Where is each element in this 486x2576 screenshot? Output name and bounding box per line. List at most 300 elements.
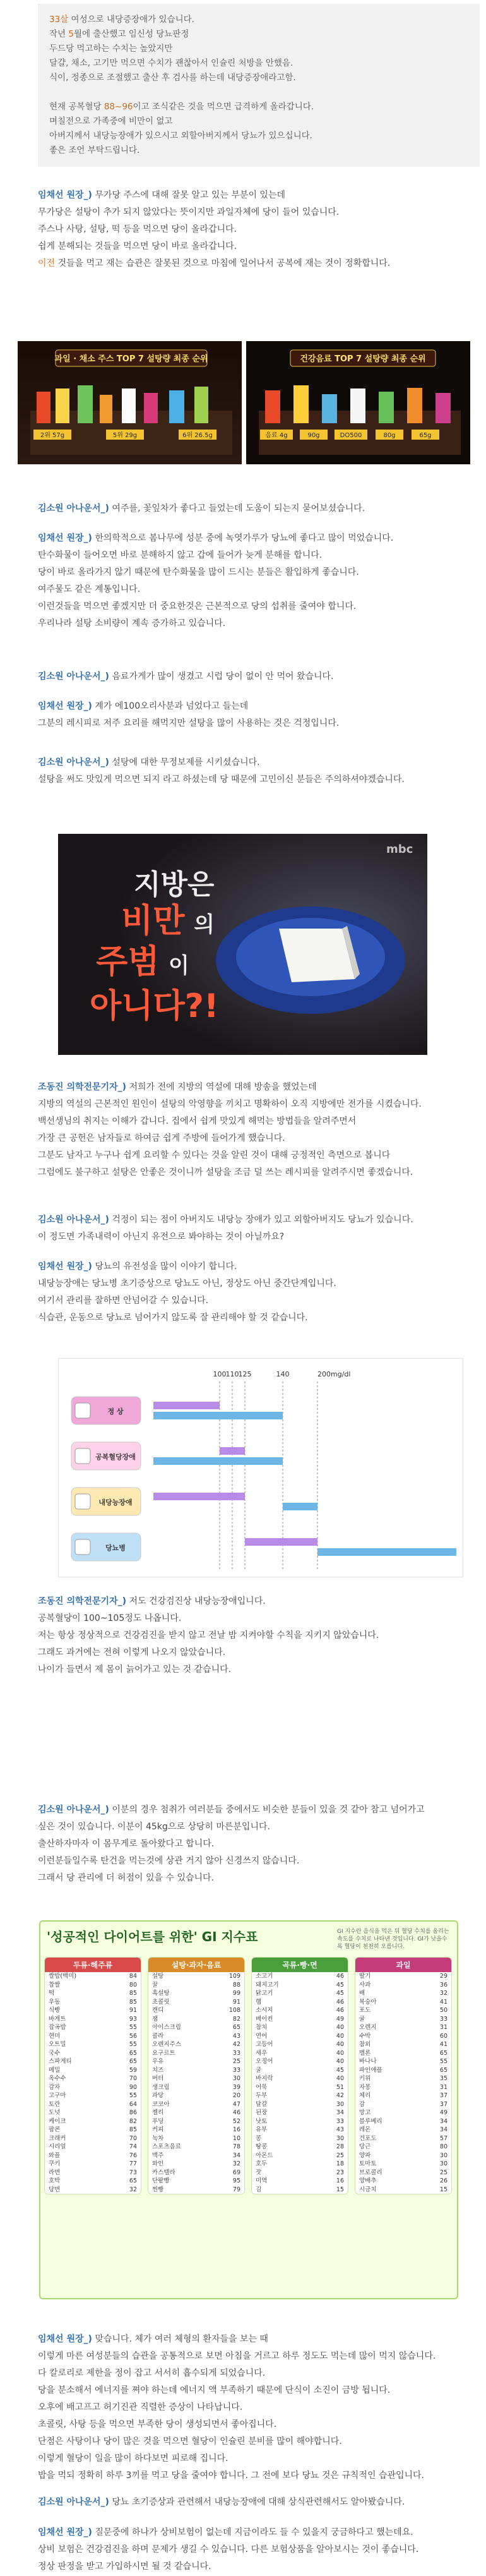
gi-food-name: 떡 (49, 1990, 55, 1997)
gi-row (355, 2091, 451, 2100)
gi-food-name: 미역 (256, 2177, 268, 2184)
gi-row (252, 2015, 348, 2024)
range-bar (153, 1493, 245, 1500)
gi-value: 93 (129, 2015, 137, 2023)
gi-value: 46 (232, 2109, 240, 2116)
paragraph-line: 걱정이 되는 점이 아버지도 내당능 장애가 있고 외할아버지도 당뇨가 있습니다. (112, 1215, 413, 1225)
gi-value: 23 (336, 2169, 344, 2176)
gi-row (252, 2160, 348, 2169)
gi-row (148, 1972, 244, 1981)
paragraph-line: 백선생님의 취지는 이해가 갑니다. 집에서 쉽게 맛있게 해먹는 방법들을 알려주면서 (38, 1116, 357, 1126)
gi-food-name: 양배추 (359, 2177, 377, 2184)
range-bar (153, 1457, 283, 1465)
gi-row (45, 2023, 141, 2032)
paragraph-line: 이런분들일수록 탄건을 먹는것에 상관 거지 않아 신경쓰지 않습니다. (38, 1856, 300, 1866)
gi-value: 77 (129, 2160, 137, 2167)
gi-food-name: 팝콘 (49, 2126, 61, 2133)
gi-food-name: 망고 (359, 2109, 371, 2116)
question-text: 작년 (49, 29, 69, 39)
gi-value: 34 (439, 2126, 447, 2133)
category-label: 내당능장애 (98, 1498, 133, 1507)
gi-row (252, 2117, 348, 2126)
glucose-chart-svg (59, 1359, 463, 1577)
gi-value: 55 (129, 2024, 137, 2031)
gi-row (252, 2109, 348, 2117)
tv-label: 5위 29g (112, 432, 138, 439)
gi-value: 85 (129, 1998, 137, 2006)
gi-food-name: 스포츠음료 (152, 2143, 181, 2150)
question-accent: 88~96 (104, 102, 133, 112)
speaker-label: 임채선 원장_) (38, 2334, 92, 2344)
speaker-label: 임채선 원장_) (38, 701, 92, 711)
paragraph-line: 오후에 배고프고 허기진관 직렬한 증상이 나타납니다. (38, 2402, 243, 2412)
speaker-label: 임채선 원장_) (38, 2527, 92, 2537)
gi-food-name: 오트밀 (49, 2041, 66, 2048)
gi-value: 46 (336, 1973, 344, 1980)
gi-value: 55 (439, 2058, 447, 2065)
x-tick-label: 125 (238, 1370, 252, 1378)
gi-food-name: 소시지 (256, 2007, 273, 2014)
gi-food-name: 연어 (256, 2032, 268, 2040)
gi-row (148, 1989, 244, 1998)
gi-row (148, 2023, 244, 2032)
paragraph-line: 당을 분소해서 에너지를 쪄야 하는데 에너지 액 부족하기 때문에 단식이 소진이 금방 됩니다. (38, 2385, 391, 2395)
gi-food-name: 새우 (256, 2049, 268, 2057)
gi-food-name: 두부 (256, 2092, 268, 2099)
speaker-label: 임채선 원장_) (38, 190, 92, 200)
gi-value: 91 (129, 2007, 137, 2014)
gi-value: 25 (439, 2169, 447, 2176)
gi-column (251, 1957, 348, 2194)
gi-value: 33 (336, 2117, 344, 2125)
gi-food-name: 콩 (256, 2134, 262, 2142)
gi-value: 34 (439, 2117, 447, 2125)
gi-value: 32 (439, 1990, 447, 1997)
gi-food-name: 자몽 (359, 2083, 371, 2091)
gi-row (252, 2066, 348, 2075)
gi-value: 43 (336, 2126, 344, 2133)
gi-row (148, 2143, 244, 2152)
speaker-label: 임채선 원장_) (38, 533, 92, 543)
paragraph-line: 여주를, 꽃잎차가 좋다고 들었는데 도움이 되는지 묻어보셨습니다. (112, 503, 365, 514)
gi-food-name: 토란 (49, 2100, 61, 2108)
gi-row (355, 2126, 451, 2134)
gi-row (252, 2057, 348, 2066)
paragraph-line: 저도 건강검진상 내당능장애입니다. (129, 1596, 266, 1606)
x-tick-label: 200mg/dl (317, 1370, 351, 1378)
category-label: 정 상 (107, 1407, 124, 1416)
gi-value: 65 (129, 2177, 137, 2184)
answer-paragraph-8 (38, 1802, 480, 1887)
gi-value: 33 (439, 2015, 447, 2023)
gi-subtitle: GI 지수란 음식을 먹은 뒤 혈당 수치를 올리는 속도를 수치로 나타낸 것입니다. GI가 낮을수록 혈당이 천천히 오릅니다. (337, 1929, 449, 1950)
question-text: 아버지께서 내당능장애가 있으시고 외할아버지께서 당뇨가 있으십니다. (49, 131, 312, 141)
gi-value: 59 (129, 2066, 137, 2074)
gi-row (148, 1998, 244, 2007)
gi-food-name: 설탕 (152, 1973, 164, 1980)
gi-row (45, 2066, 141, 2075)
gi-value: 47 (232, 2100, 240, 2108)
question-text: 여성으로 내당증장애가 있습니다. (68, 15, 194, 25)
paragraph-line: 당이 바로 올라가지 않기 때문에 탄수화물을 많이 드시는 분들은 활입하게 좋습니다. (38, 567, 359, 577)
glucose-range-chart (58, 1358, 463, 1577)
tv-caption-accent: 주범 (96, 943, 160, 981)
question-text: 식이, 정종으로 조절했고 출산 후 검사를 하는데 내당증장애라고함. (49, 73, 296, 83)
gi-food-name: 햄 (256, 1998, 262, 2006)
question-line (49, 27, 468, 42)
gi-value: 57 (439, 2134, 447, 2142)
gi-value: 65 (439, 2049, 447, 2057)
gi-value: 16 (232, 2126, 240, 2133)
gi-food-name: 맥주 (152, 2152, 164, 2159)
gi-row (355, 2023, 451, 2032)
gi-value: 74 (129, 2143, 137, 2150)
gi-food-name: 오렌지주스 (152, 2041, 181, 2048)
gi-food-name: 키위 (359, 2075, 371, 2082)
gi-value: 49 (439, 2109, 447, 2116)
gi-food-name: 블루베리 (359, 2117, 382, 2125)
gi-food-name: 귤 (359, 2015, 365, 2023)
paragraph-line: 당뇨 초기증상과 관련해서 내당능장애에 대해 상식관련해서도 알아봤습니다. (112, 2497, 405, 2507)
gi-food-name: 호두 (256, 2160, 268, 2167)
gi-food-name: 와인 (152, 2160, 164, 2167)
gi-food-name: 찐빵 (152, 2186, 164, 2193)
gi-food-name: 고등어 (256, 2041, 273, 2048)
gi-row (355, 2040, 451, 2049)
gi-value: 42 (232, 2041, 240, 2048)
x-tick-label: 140 (276, 1370, 290, 1378)
gi-row (45, 2032, 141, 2041)
gi-food-name: 당근 (359, 2143, 371, 2150)
gi-row (252, 2032, 348, 2041)
gi-value: 15 (336, 2186, 344, 2193)
gi-food-name: 와플 (49, 2152, 61, 2159)
paragraph-line: 설탕을 써도 맛있게 먹으면 되지 라고 하셨는데 당 때문에 고민이신 분들은 주의하셔야겠습니다. (38, 774, 405, 785)
paragraph-line: 맞습니다. 체가 여러 체형의 환자들을 보는 때 (95, 2334, 268, 2344)
gi-food-name: 멜론 (359, 2049, 371, 2057)
gi-value: 30 (232, 2075, 240, 2082)
highlight-text: 이전 (38, 258, 56, 268)
gi-row (148, 2074, 244, 2083)
gi-row (45, 2169, 141, 2177)
gi-row (355, 2100, 451, 2109)
gi-food-name: 잼 (152, 2015, 158, 2023)
gi-food-name: 베이컨 (256, 2015, 273, 2023)
gi-row (148, 2040, 244, 2049)
gi-row (252, 2006, 348, 2015)
paragraph-line: 이런것들을 먹으면 좋겠지만 더 중요한것은 근본적으로 당의 섭취를 줄여야 합니다. (38, 601, 357, 611)
category-label: 공복혈당장애 (95, 1453, 136, 1461)
gi-value: 50 (439, 2007, 447, 2014)
gi-row (355, 2152, 451, 2160)
paragraph-line: 쉽게 분해되는 것들을 먹으면 당이 바로 올라갑니다. (38, 241, 237, 251)
gi-row (252, 2049, 348, 2058)
gi-value: 15 (439, 2186, 447, 2193)
gi-food-name: 우유 (152, 2058, 164, 2065)
gi-row (148, 2100, 244, 2109)
gi-row (355, 2134, 451, 2143)
gi-row (148, 2057, 244, 2066)
gi-row (252, 1972, 348, 1981)
gi-row (252, 2186, 348, 2194)
gi-row (148, 2066, 244, 2075)
gi-value: 33 (232, 2066, 240, 2074)
gi-row (252, 2134, 348, 2143)
gi-food-name: 감 (359, 2100, 365, 2108)
gi-value: 108 (228, 2007, 240, 2014)
gi-value: 43 (232, 2032, 240, 2040)
paragraph-line: 이렇게 마른 여성분들의 습관을 공통적으로 보면 아침을 거르고 하루 정도도 먹는데 많이 먹지 않습니다. (38, 2351, 436, 2361)
gi-value: 26 (439, 2177, 447, 2184)
gi-value: 88 (232, 1981, 240, 1989)
gi-value: 95 (232, 2177, 240, 2184)
gi-food-name: 호박 (49, 2177, 61, 2184)
question-line (49, 129, 468, 143)
gi-value: 85 (129, 2126, 137, 2133)
gi-row (355, 1981, 451, 1990)
gi-food-name: 스파게티 (49, 2058, 72, 2065)
gi-value: 60 (439, 2032, 447, 2040)
fat-scene-image (58, 834, 427, 1055)
answer-paragraph-1 (38, 187, 480, 272)
gi-value: 31 (439, 2083, 447, 2091)
gi-row (45, 2100, 141, 2109)
paragraph-line: 출산하자마자 이 몸무게로 돌아왔다고 합니다. (38, 1839, 215, 1849)
tv-label: 65g (419, 432, 432, 439)
paragraph-line: 질문중에 하나가 상비보험이 없는데 지금이라도 들 수 있을지 궁금하다고 했는데요. (95, 2527, 413, 2537)
paragraph-line: 저희가 전에 지방의 역설에 대해 방송을 했었는데 (129, 1082, 317, 1092)
gi-food-name: 닭고기 (256, 1990, 273, 1997)
question-box (38, 4, 480, 167)
gi-value: 82 (232, 2015, 240, 2023)
gi-value: 86 (129, 2109, 137, 2116)
paragraph-line: 여주물도 같은 계통입니다. (38, 584, 141, 594)
gi-row (355, 2066, 451, 2075)
gi-row (45, 2117, 141, 2126)
gi-food-name: 딸기 (359, 1973, 371, 1980)
gi-food-name: 된장 (256, 2109, 268, 2116)
paragraph-line: 내당능장애는 당뇨병 초기증상으로 당뇨도 아닌, 정상도 아닌 중간단계입니다. (38, 1279, 336, 1289)
gi-food-name: 파인애플 (359, 2066, 382, 2074)
gi-row (148, 2083, 244, 2092)
gi-food-name: 배 (359, 1990, 365, 1997)
gi-column-header: 과일 (355, 1958, 451, 1972)
gi-value: 46 (336, 2007, 344, 2014)
paragraph-line: 공복혈당이 100~105정도 나옵니다. (38, 1613, 182, 1623)
gi-row (355, 2109, 451, 2117)
gi-row (355, 2057, 451, 2066)
question-accent: 5 (68, 29, 74, 39)
gi-food-name: 초콜릿 (152, 1998, 170, 2006)
paragraph-line: 가장 큰 공헌은 남자들로 하여금 쉽게 주방에 들어가게 했습니다. (38, 1133, 285, 1143)
gi-value: 56 (129, 2032, 137, 2040)
gi-value: 32 (129, 2186, 137, 2193)
gi-food-name: 현미 (49, 2032, 61, 2040)
range-bar (153, 1412, 283, 1419)
tv-screenshot-fat (58, 834, 427, 1055)
gi-food-name: 참치 (256, 2024, 268, 2031)
gi-value: 69 (232, 2169, 240, 2176)
gi-value: 18 (336, 2160, 344, 2167)
question-text: 월에 출산했고 임신성 당뇨판정 (73, 29, 189, 39)
gi-value: 84 (129, 1973, 137, 1980)
gi-value: 20 (232, 2092, 240, 2099)
question-text: 두드당 먹고하는 수치는 높았지만 (49, 44, 173, 54)
paragraph-line: 그래도 과거에는 전혀 이렇게 나오지 않았습니다. (38, 1647, 226, 1658)
gi-value: 85 (129, 1990, 137, 1997)
gi-food-name: 복숭아 (359, 1998, 377, 2006)
gi-value: 49 (336, 2015, 344, 2023)
gi-food-name: 과당 (152, 2092, 164, 2099)
gi-value: 42 (336, 2092, 344, 2099)
gi-row (148, 2006, 244, 2015)
range-bar (283, 1503, 317, 1510)
gi-row (45, 2186, 141, 2194)
gi-value: 46 (336, 1998, 344, 2006)
gi-food-name: 버터 (152, 2075, 164, 2082)
tv-caption-accent: 비만 (121, 902, 185, 940)
question-line (49, 71, 468, 85)
gi-value: 30 (439, 2160, 447, 2167)
paragraph-line: 지방의 역설의 근본적인 원인이 설탕의 악영향을 끼치고 명확하이 오직 지방에만 전가를 시켰습니다. (38, 1099, 422, 1109)
gi-food-name: 쿠키 (49, 2160, 61, 2167)
gi-row (148, 2117, 244, 2126)
gi-column-header: 설탕·과자·음료 (148, 1958, 244, 1972)
gi-row (252, 2126, 348, 2134)
gi-value: 90 (129, 2083, 137, 2091)
gi-row (148, 2169, 244, 2177)
gi-value: 36 (439, 1981, 447, 1989)
gi-row (252, 2074, 348, 2083)
gi-food-name: 고구마 (49, 2092, 66, 2099)
tv-caption: 의 (194, 912, 215, 937)
gi-row (148, 2152, 244, 2160)
gi-value: 45 (336, 2066, 344, 2074)
question-line (49, 85, 468, 100)
gi-food-name: 돼지고기 (256, 1981, 279, 1989)
gi-row (45, 2091, 141, 2100)
speaker-label: 김소원 아나운서_) (38, 757, 109, 767)
tv-screenshot-juice (18, 341, 242, 464)
gi-row (355, 2117, 451, 2126)
gi-food-name: 라면 (49, 2169, 61, 2176)
gi-row (355, 2049, 451, 2058)
gi-value: 55 (129, 2092, 137, 2099)
gi-row (45, 2152, 141, 2160)
gi-row (45, 2143, 141, 2152)
gi-food-name: 토마토 (359, 2160, 377, 2167)
gi-row (355, 2006, 451, 2015)
gi-value: 45 (336, 1981, 344, 1989)
drinks-scene-image (246, 341, 470, 464)
gi-row (252, 1981, 348, 1990)
tv-label: 2위 57g (40, 432, 65, 439)
gi-food-name: 젤리 (152, 2109, 164, 2116)
gi-row (45, 2015, 141, 2024)
gi-food-name: 시리얼 (49, 2143, 66, 2150)
paragraph-line: 초콜릿, 사탕 등을 먹으면 부족한 당이 생성되면서 좋아집니다. (38, 2419, 277, 2429)
gi-value: 40 (336, 2024, 344, 2031)
gi-food-name: 찹쌀 (49, 1981, 61, 1989)
gi-food-name: 땅콩 (256, 2143, 268, 2150)
gi-row (148, 2126, 244, 2134)
gi-value: 35 (439, 2075, 447, 2082)
gi-row (252, 2083, 348, 2092)
answer-paragraph-3 (38, 668, 480, 732)
gi-value: 34 (336, 2109, 344, 2116)
gi-food-name: 카스텔라 (152, 2169, 175, 2176)
gi-food-name: 브로콜리 (359, 2169, 382, 2176)
answer-paragraph-11 (38, 2524, 480, 2575)
tv-label: 6위 26.5g (182, 432, 213, 439)
gi-row (45, 2040, 141, 2049)
paragraph-line: 밥을 먹되 정확히 하루 3끼를 먹고 당을 줄여야 합니다. 그 전에 보다 당뇨 것은 규칙적인 습관입니다. (38, 2471, 424, 2481)
tv-screenshot-drinks (246, 341, 470, 464)
gi-value: 65 (439, 2066, 447, 2074)
gi-food-name: 바나나 (359, 2058, 377, 2065)
gi-row (252, 1998, 348, 2007)
answer-paragraph-2 (38, 500, 480, 632)
speaker-label: 김소원 아나운서_) (38, 671, 109, 682)
gi-value: 82 (129, 2117, 137, 2125)
gi-value: 52 (232, 2117, 240, 2125)
gi-food-name: 시금치 (359, 2186, 377, 2193)
paragraph-line: 그래서 당 관리에 더 허점이 있을 수 있습니다. (38, 1873, 215, 1883)
question-line (49, 42, 468, 56)
gi-food-name: 포도 (359, 2007, 371, 2014)
question-accent: 33살 (49, 15, 69, 25)
gi-column (355, 1957, 452, 2194)
question-line (49, 56, 468, 71)
gi-food-name: 낫토 (256, 2117, 268, 2125)
gi-value: 40 (336, 2049, 344, 2057)
gi-row (252, 2023, 348, 2032)
gi-row (252, 2091, 348, 2100)
gi-food-name: 소고기 (256, 1973, 273, 1980)
gi-food-name: 유부 (256, 2126, 268, 2133)
gi-food-name: 캔디 (152, 2007, 164, 2014)
gi-value: 55 (129, 2041, 137, 2048)
gi-food-name: 바지락 (256, 2075, 273, 2082)
paragraph-line: 여기서 관리를 잘하면 안넘어갈 수 있습니다. (38, 1296, 209, 1306)
gi-food-name: 참외 (359, 2041, 371, 2048)
gi-row (252, 1989, 348, 1998)
paragraph-line: 우리나라 설탕 소비량이 계속 증가하고 있습니다. (38, 618, 226, 629)
gi-row (355, 2074, 451, 2083)
speaker-label: 임채선 원장_) (38, 1261, 92, 1272)
paragraph-line: 탄수화물이 들어오면 바로 분해하지 않고 갑에 들어가 늦게 분해를 합니다. (38, 550, 323, 560)
gi-row (45, 2109, 141, 2117)
gi-value: 45 (336, 1990, 344, 1997)
gi-value: 70 (129, 2134, 137, 2142)
gi-food-name: 아몬드 (256, 2152, 273, 2159)
paragraph-line: 그분의 레시피로 저주 요리를 해먹지만 설탕을 많이 사용하는 것은 걱정입니다. (38, 718, 340, 728)
gi-food-name: 커피 (152, 2126, 164, 2133)
question-text: 이고 조식같은 것을 먹으면 급격하게 올라갑니다. (133, 102, 314, 112)
gi-row (45, 1998, 141, 2007)
gi-value: 37 (439, 2092, 447, 2099)
paragraph-line: 한의학적으로 봄나무에 성분 중에 녹엿가루가 당뇨에 좋다고 많이 먹었습니다. (95, 533, 394, 543)
gi-row (252, 2169, 348, 2177)
range-bar (317, 1548, 456, 1556)
category-icon (75, 1403, 90, 1418)
gi-value: 34 (232, 2152, 240, 2159)
paragraph-line: 그럼에도 불구하고 설탕은 안좋은 것이니까 설탕을 조금 덜 쓰는 레시피를 알려주시면 좋겠습니다. (38, 1167, 413, 1177)
gi-value: 99 (232, 1990, 240, 1997)
gi-row (45, 2083, 141, 2092)
gi-value: 40 (336, 2075, 344, 2082)
answer-paragraph-5 (38, 1079, 480, 1181)
